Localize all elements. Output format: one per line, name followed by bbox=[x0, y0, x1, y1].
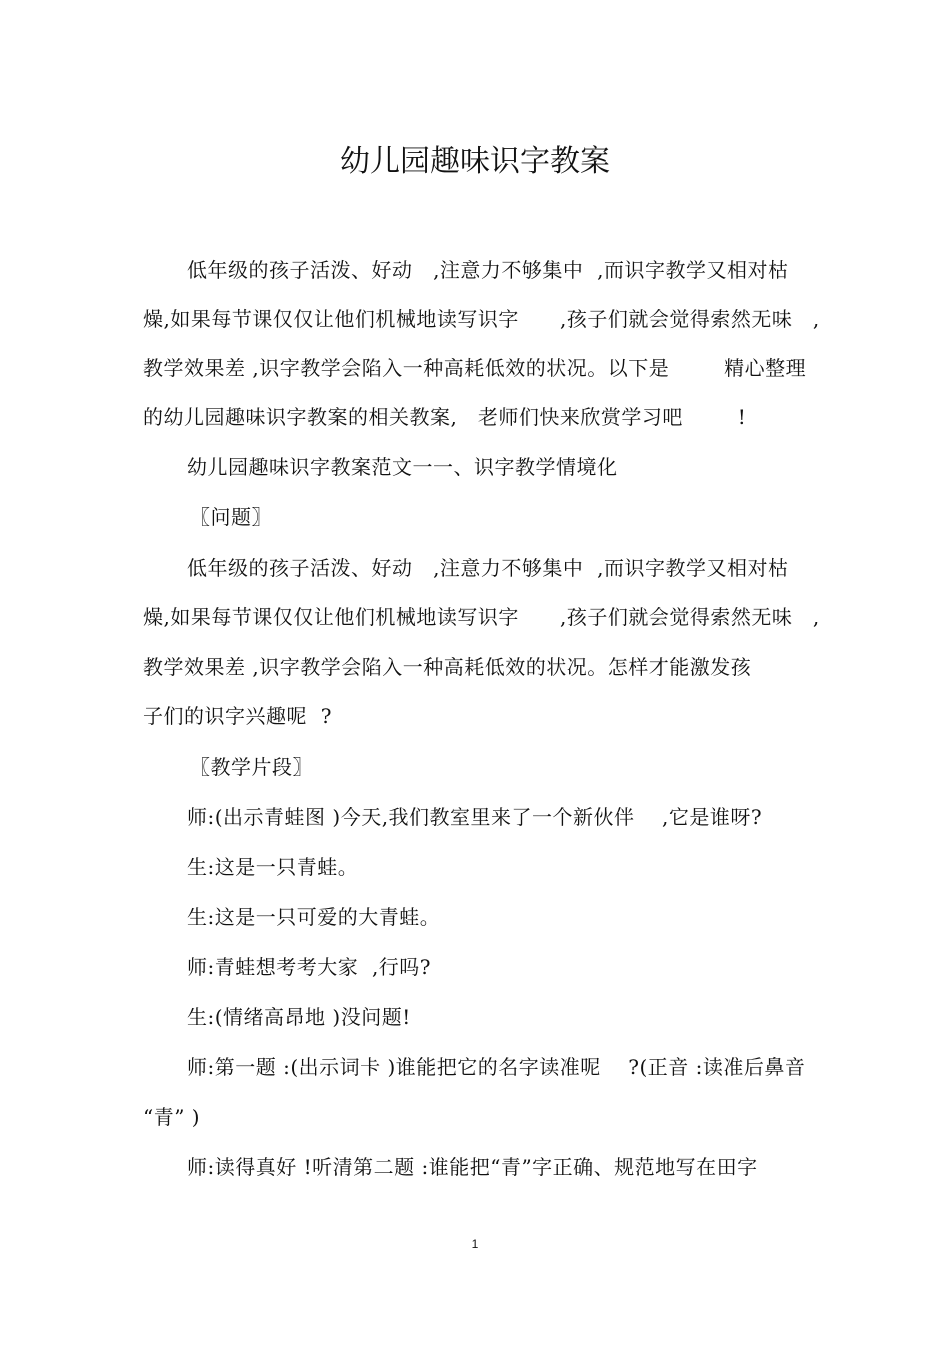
paragraph-line: 子们的识字兴趣呢 ? bbox=[143, 704, 332, 728]
paragraph-line: 教学效果差 ,识字教学会陷入一种高耗低效的状况。怎样才能激发孩 bbox=[143, 655, 752, 679]
paragraph-line: 的幼儿园趣味识字教案的相关教案, 老师们快来欣赏学习吧 ! bbox=[143, 405, 747, 429]
dialogue-line: 师:读得真好 !听清第二题 :谁能把“青”字正确、规范地写在田字 bbox=[187, 1155, 758, 1179]
paragraph-line: 燥,如果每节课仅仅让他们机械地读写识字 ,孩子们就会觉得索然无味 , bbox=[143, 605, 820, 629]
paragraph-line: 低年级的孩子活泼、好动 ,注意力不够集中 ,而识字教学又相对枯 bbox=[187, 258, 789, 282]
section-heading: 幼儿园趣味识字教案范文一一、识字教学情境化 bbox=[187, 455, 618, 479]
section-label-teaching: 〖教学片段〗 bbox=[190, 755, 313, 779]
dialogue-line: 生:这是一只青蛙。 bbox=[187, 855, 359, 879]
dialogue-line: 师:(出示青蛙图 )今天,我们教室里来了一个新伙伴 ,它是谁呀? bbox=[187, 805, 763, 829]
dialogue-line: 师:第一题 :(出示词卡 )谁能把它的名字读准呢 ?(正音 :读准后鼻音 bbox=[187, 1055, 806, 1079]
dialogue-line: 师:青蛙想考考大家 ,行吗? bbox=[187, 955, 432, 979]
dialogue-line: 生:这是一只可爱的大青蛙。 bbox=[187, 905, 441, 929]
paragraph-line: 低年级的孩子活泼、好动 ,注意力不够集中 ,而识字教学又相对枯 bbox=[187, 556, 789, 580]
paragraph-line: 教学效果差 ,识字教学会陷入一种高耗低效的状况。以下是 精心整理 bbox=[143, 356, 807, 380]
document-title: 幼儿园趣味识字教案 bbox=[340, 144, 610, 179]
page-number: 1 bbox=[471, 1237, 479, 1251]
paragraph-line: 燥,如果每节课仅仅让他们机械地读写识字 ,孩子们就会觉得索然无味 , bbox=[143, 307, 820, 331]
section-label-problem: 〖问题〗 bbox=[190, 505, 272, 529]
dialogue-line: “青” ) bbox=[143, 1105, 201, 1129]
dialogue-line: 生:(情绪高昂地 )没问题! bbox=[187, 1005, 411, 1029]
